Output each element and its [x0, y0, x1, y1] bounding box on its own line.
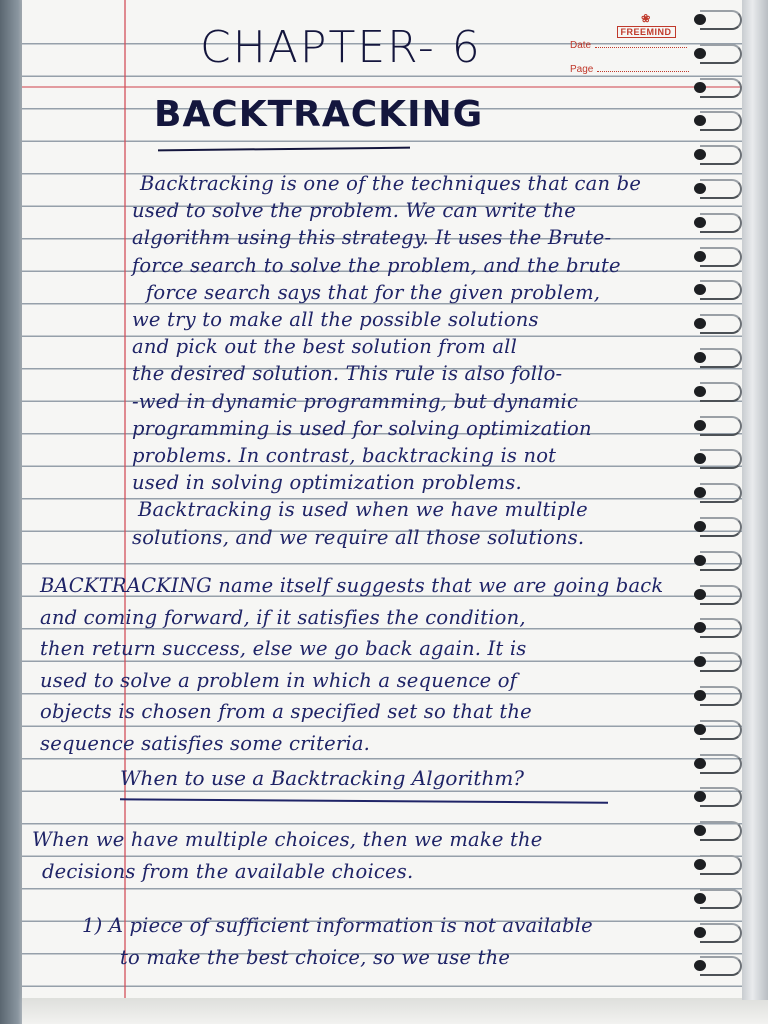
- flower-icon: ❀: [641, 13, 651, 25]
- paragraph1-line: we try to make all the possible solutions: [132, 308, 539, 331]
- spiral-ring: [694, 44, 742, 62]
- spiral-ring: [694, 111, 742, 129]
- spiral-ring: [694, 787, 742, 805]
- paragraph1-line: problems. In contrast, backtracking is not: [132, 444, 557, 467]
- paragraph3-line: When we have multiple choices, then we make the: [32, 828, 543, 851]
- point1-line: to make the best choice, so we use the: [120, 946, 511, 969]
- paragraph2-line: used to solve a problem in which a sequence of: [40, 668, 518, 692]
- spiral-binding: [694, 10, 746, 1000]
- spiral-ring: [694, 956, 742, 974]
- paragraph1-line: the desired solution. This rule is also follo-: [132, 362, 563, 386]
- spiral-ring: [694, 416, 742, 434]
- paragraph1-line: force search to solve the problem, and the brute: [132, 253, 621, 277]
- page-edge: [22, 998, 768, 1024]
- paragraph2-line: and coming forward, if it satisfies the condition,: [40, 605, 526, 629]
- section-heading: When to use a Backtracking Algorithm?: [120, 766, 525, 790]
- spiral-ring: [694, 449, 742, 467]
- paragraph2-line: then return success, else we go back again. It is: [40, 637, 527, 660]
- spiral-ring: [694, 348, 742, 366]
- brand-name: FREEMIND: [617, 26, 676, 38]
- spiral-ring: [694, 145, 742, 163]
- page-label: Page: [570, 64, 594, 75]
- paragraph1-line: Backtracking is one of the techniques that can be: [140, 172, 642, 195]
- spiral-ring: [694, 855, 742, 873]
- spiral-ring: [694, 314, 742, 332]
- spiral-ring: [694, 821, 742, 839]
- paragraph1-line: solutions, and we require all those solutions.: [132, 525, 585, 549]
- spiral-ring: [694, 483, 742, 501]
- point1-line: 1) A piece of sufficient information is not available: [82, 914, 593, 937]
- spiral-ring: [694, 213, 742, 231]
- chapter-title: CHAPTER- 6: [200, 22, 482, 73]
- spiral-ring: [694, 754, 742, 772]
- spiral-ring: [694, 923, 742, 941]
- header-rule: [22, 86, 742, 88]
- spiral-ring: [694, 618, 742, 636]
- paragraph3-line: decisions from the available choices.: [42, 860, 414, 883]
- spiral-ring: [694, 10, 742, 28]
- spiral-ring: [694, 382, 742, 400]
- paragraph1-line: Backtracking is used when we have multiple: [138, 498, 588, 522]
- spiral-ring: [694, 78, 742, 96]
- date-label: Date: [570, 40, 592, 51]
- spiral-ring: [694, 551, 742, 569]
- paragraph1-line: -wed in dynamic programming, but dynamic: [132, 389, 579, 413]
- page-field: [570, 64, 689, 75]
- spiral-ring: [694, 889, 742, 907]
- spiral-ring: [694, 280, 742, 298]
- paragraph1-line: force search says that for the given problem,: [146, 280, 601, 304]
- spiral-ring: [694, 179, 742, 197]
- date-field: [570, 40, 687, 51]
- paragraph2-line: objects is chosen from a specified set so that the: [40, 700, 532, 723]
- spiral-ring: [694, 720, 742, 738]
- paragraph1-line: programming is used for solving optimization: [132, 416, 592, 440]
- paragraph1-line: used in solving optimization problems.: [132, 471, 522, 495]
- paragraph2-line: sequence satisfies some criteria.: [40, 731, 371, 755]
- spiral-ring: [694, 247, 742, 265]
- chapter-subtitle: BACKTRACKING: [154, 94, 484, 135]
- spiral-ring: [694, 517, 742, 535]
- paragraph2-line: BACKTRACKING name itself suggests that we are going back: [40, 574, 664, 597]
- spiral-ring: [694, 652, 742, 670]
- spiral-ring: [694, 686, 742, 704]
- brand-logo: [616, 14, 676, 38]
- paragraph1-line: algorithm using this strategy. It uses the Brute-: [132, 226, 612, 250]
- spiral-ring: [694, 585, 742, 603]
- paragraph1-line: and pick out the best solution from all: [132, 335, 518, 359]
- paragraph1-line: used to solve the problem. We can write the: [132, 199, 576, 223]
